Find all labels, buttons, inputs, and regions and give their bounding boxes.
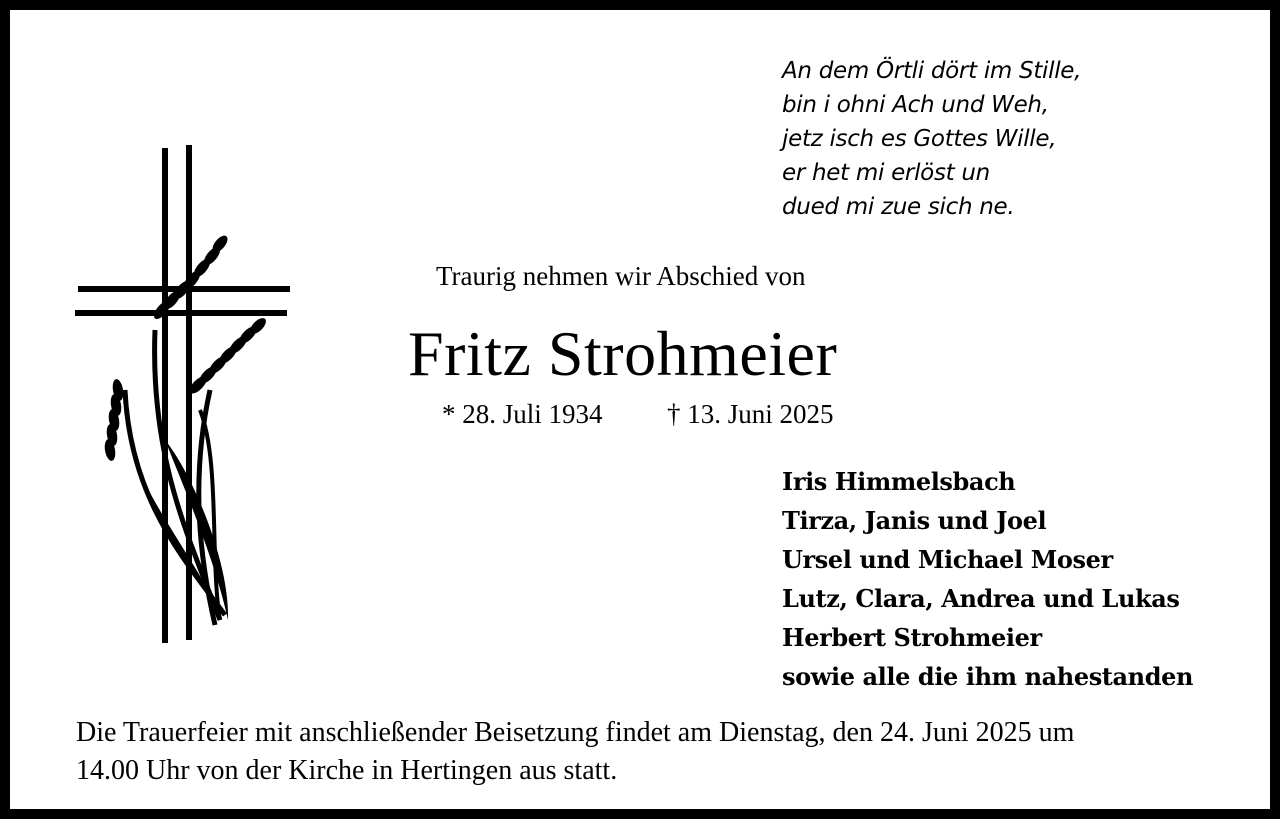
poem [782,54,1232,224]
poem-line: An dem Örtli dört im Stille, [782,58,1082,84]
mourner-entry: Herbert Strohmeier [782,623,1042,652]
mourner-entry: Iris Himmelsbach [782,467,1016,496]
poem-line: dued mi zue sich ne. [782,194,1015,220]
birth-date: * 28. Juli 1934 [442,399,603,429]
cross-with-wheat-icon [70,140,300,650]
poem-line: er het mi erlöst un [782,160,990,186]
funeral-service-info [76,714,1236,790]
mourner-entry: sowie alle die ihm nahestanden [782,662,1193,691]
mourner-entry: Tirza, Janis und Joel [782,506,1047,535]
mourner-entry: Lutz, Clara, Andrea und Lukas [782,584,1180,613]
deceased-name: Fritz Strohmeier [408,318,838,389]
poem-line: jetz isch es Gottes Wille, [782,126,1057,152]
service-line: 14.00 Uhr von der Kirche in Hertingen aus statt. [76,755,618,786]
mourner-entry: Ursel und Michael Moser [782,545,1113,574]
poem-line: bin i ohni Ach und Weh, [782,92,1049,118]
mourners-list [782,462,1193,696]
farewell-intro: Traurig nehmen wir Abschied von [436,261,806,291]
service-line: Die Trauerfeier mit anschließender Beisetzung findet am Dienstag, den 24. Juni 2025 um [76,717,1075,748]
death-date: † 13. Juni 2025 [667,399,834,429]
